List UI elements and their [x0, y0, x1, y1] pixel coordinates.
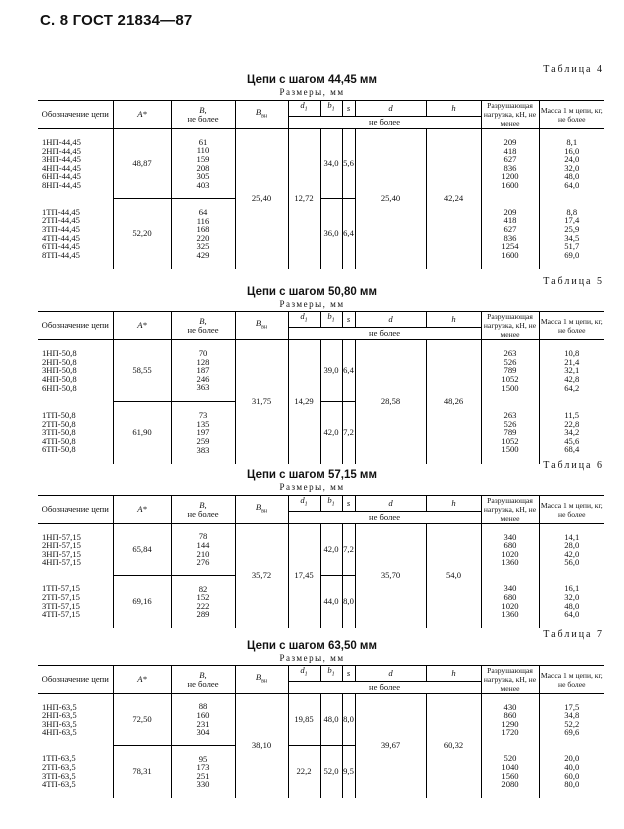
chain-names: 1НП-63,5 2НП-63,5 3НП-63,5 4НП-63,5: [42, 701, 77, 738]
h-value: 54,0: [426, 524, 481, 628]
chain-names: 1ТП-44,45 2ТП-44,45 3ТП-44,45 4ТП-44,45 6ТП-44,45 8ТП-44,45: [42, 206, 80, 260]
col-b: B, не более: [171, 101, 235, 129]
col-d: d: [355, 312, 426, 328]
d1-value: 19,85: [288, 694, 320, 746]
chain-names: 1ТП-57,15 2ТП-57,15 3ТП-57,15 4ТП-57,15: [42, 583, 80, 620]
a-value: 61,90: [113, 402, 171, 464]
a-value: 58,55: [113, 340, 171, 402]
a-value: 72,50: [113, 694, 171, 746]
b1-value: 42,0: [320, 402, 342, 464]
load-values: 520 1040 1560 2080: [481, 746, 539, 798]
col-s: s: [342, 666, 355, 682]
col-mass: Масса 1 м цепи, кг, не более: [539, 496, 604, 524]
col-b: B, не более: [171, 312, 235, 340]
table-row: [38, 340, 604, 402]
chain-table-7: [38, 665, 604, 798]
table-row: [38, 402, 604, 464]
page-header: С. 8 ГОСТ 21834—87: [40, 12, 193, 29]
bvn-value: 25,40: [235, 129, 288, 269]
col-b1: $b_1$: [320, 312, 342, 328]
table-label: Таблица 4: [543, 64, 604, 75]
d-value: 35,70: [355, 524, 426, 628]
col-nomore: не более: [288, 116, 481, 128]
col-d: d: [355, 496, 426, 512]
col-h: h: [426, 312, 481, 328]
d1-value: 14,29: [288, 340, 320, 464]
b-values: 70 128 187 246 363: [171, 340, 235, 402]
bvn-value: 38,10: [235, 694, 288, 798]
load-values: 263 526 789 1052 1500: [481, 340, 539, 402]
b1-value: 44,0: [320, 576, 342, 628]
col-d1: $d_1$: [288, 666, 320, 682]
col-h: h: [426, 101, 481, 117]
chain-names: 1НП-44,45 2НП-44,45 3НП-44,45 4НП-44,45 6НП-44,45 8НП-44,45: [42, 136, 81, 190]
b-values: 73 135 197 259 383: [171, 402, 235, 464]
b1-value: 42,0: [320, 524, 342, 576]
col-s: s: [342, 496, 355, 512]
col-a: A*: [113, 101, 171, 129]
a-value: 69,16: [113, 576, 171, 628]
col-bvn: $B_{вн}$: [235, 666, 288, 694]
chain-names: 1ТП-63,5 2ТП-63,5 3ТП-63,5 4ТП-63,5: [42, 753, 76, 790]
col-mass: Масса 1 м цепи, кг, не более: [539, 666, 604, 694]
col-d1: $d_1$: [288, 312, 320, 328]
table-subtitle: Размеры, мм: [279, 87, 345, 97]
b1-value: 36,0: [320, 199, 342, 269]
chain-names: 1ТП-50,8 2ТП-50,8 3ТП-50,8 4ТП-50,8 6ТП-50,8: [42, 410, 76, 455]
load-values: 209 418 627 836 1200 1600: [481, 129, 539, 199]
s-value: 8,0: [342, 694, 355, 746]
table-row: [38, 576, 604, 628]
table-subtitle: Размеры, мм: [279, 299, 345, 309]
table-row: [38, 524, 604, 576]
s-value: 6,4: [342, 340, 355, 402]
col-b: B, не более: [171, 496, 235, 524]
col-a: A*: [113, 496, 171, 524]
load-values: 263 526 789 1052 1500: [481, 402, 539, 464]
b-values: 61 110 159 208 305 403: [171, 129, 235, 199]
d-value: 39,67: [355, 694, 426, 798]
col-nomore: не более: [288, 327, 481, 339]
col-load: Разрушающая нагрузка, кН, не менее: [481, 312, 539, 340]
b-values: 64 116 168 220 325 429: [171, 199, 235, 269]
mass-values: 16,1 32,0 48,0 64,0: [539, 576, 604, 628]
col-h: h: [426, 666, 481, 682]
table-row: [38, 129, 604, 199]
bvn-value: 31,75: [235, 340, 288, 464]
s-value: 8,0: [342, 576, 355, 628]
s-value: 7,2: [342, 524, 355, 576]
mass-values: 17,5 34,8 52,2 69,6: [539, 694, 604, 746]
table-label: Таблица 6: [543, 460, 604, 471]
s-value: 7,2: [342, 402, 355, 464]
mass-values: 14,1 28,0 42,0 56,0: [539, 524, 604, 576]
col-d: d: [355, 101, 426, 117]
col-bvn: $B_{вн}$: [235, 496, 288, 524]
a-value: 48,87: [113, 129, 171, 199]
h-value: 48,26: [426, 340, 481, 464]
table-label: Таблица 5: [543, 276, 604, 287]
table-row: [38, 694, 604, 746]
chain-table-4: [38, 100, 604, 269]
d-value: 28,58: [355, 340, 426, 464]
b1-value: 39,0: [320, 340, 342, 402]
table-subtitle: Размеры, мм: [279, 653, 345, 663]
table-title: Цепи с шагом 44,45 мм: [247, 74, 377, 86]
col-mass: Масса 1 м цепи, кг, не более: [539, 312, 604, 340]
mass-values: 10,8 21,4 32,1 42,8 64,2: [539, 340, 604, 402]
col-designation: Обозначение цепи: [38, 312, 113, 340]
s-value: 6,4: [342, 199, 355, 269]
load-values: 209 418 627 836 1254 1600: [481, 199, 539, 269]
col-b1: $b_1$: [320, 101, 342, 117]
chain-table-5: [38, 311, 604, 464]
a-value: 65,84: [113, 524, 171, 576]
load-values: 340 680 1020 1360: [481, 576, 539, 628]
d1-value: 12,72: [288, 129, 320, 269]
d1-value: 22,2: [288, 746, 320, 798]
table-label: Таблица 7: [543, 629, 604, 640]
d1-value: 17,45: [288, 524, 320, 628]
col-s: s: [342, 101, 355, 117]
col-a: A*: [113, 312, 171, 340]
col-load: Разрушающая нагрузка, кН, не менее: [481, 666, 539, 694]
col-s: s: [342, 312, 355, 328]
table-row: [38, 746, 604, 798]
table-title: Цепи с шагом 63,50 мм: [247, 640, 377, 652]
load-values: 430 860 1290 1720: [481, 694, 539, 746]
chain-names: 1НП-57,15 2НП-57,15 3НП-57,15 4НП-57,15: [42, 531, 81, 568]
b-values: 95 173 251 330: [171, 746, 235, 798]
table-subtitle: Размеры, мм: [279, 482, 345, 492]
col-load: Разрушающая нагрузка, кН, не менее: [481, 496, 539, 524]
b1-value: 52,0: [320, 746, 342, 798]
col-nomore: не более: [288, 681, 481, 693]
chain-names: 1НП-50,8 2НП-50,8 3НП-50,8 4НП-50,8 6НП-50,8: [42, 348, 77, 393]
s-value: 5,6: [342, 129, 355, 199]
mass-values: 20,0 40,0 60,0 80,0: [539, 746, 604, 798]
col-load: Разрушающая нагрузка, кН, не менее: [481, 101, 539, 129]
mass-values: 8,1 16,0 24,0 32,0 48,0 64,0: [539, 129, 604, 199]
col-d: d: [355, 666, 426, 682]
a-value: 78,31: [113, 746, 171, 798]
col-designation: Обозначение цепи: [38, 101, 113, 129]
col-b: B, не более: [171, 666, 235, 694]
mass-values: 11,5 22,8 34,2 45,6 68,4: [539, 402, 604, 464]
mass-values: 8,8 17,4 25,9 34,5 51,7 69,0: [539, 199, 604, 269]
a-value: 52,20: [113, 199, 171, 269]
col-b1: $b_1$: [320, 496, 342, 512]
col-mass: Масса 1 м цепи, кг, не более: [539, 101, 604, 129]
col-designation: Обозначение цепи: [38, 496, 113, 524]
b-values: 88 160 231 304: [171, 694, 235, 746]
col-d1: $d_1$: [288, 496, 320, 512]
col-a: A*: [113, 666, 171, 694]
col-bvn: $B_{вн}$: [235, 101, 288, 129]
b-values: 78 144 210 276: [171, 524, 235, 576]
bvn-value: 35,72: [235, 524, 288, 628]
load-values: 340 680 1020 1360: [481, 524, 539, 576]
col-nomore: не более: [288, 511, 481, 523]
chain-table-6: [38, 495, 604, 628]
b1-value: 48,0: [320, 694, 342, 746]
col-designation: Обозначение цепи: [38, 666, 113, 694]
col-d1: $d_1$: [288, 101, 320, 117]
col-b1: $b_1$: [320, 666, 342, 682]
col-h: h: [426, 496, 481, 512]
table-title: Цепи с шагом 50,80 мм: [247, 286, 377, 298]
b-values: 82 152 222 289: [171, 576, 235, 628]
h-value: 42,24: [426, 129, 481, 269]
table-title: Цепи с шагом 57,15 мм: [247, 469, 377, 481]
d-value: 25,40: [355, 129, 426, 269]
h-value: 60,32: [426, 694, 481, 798]
s-value: 9,5: [342, 746, 355, 798]
col-bvn: $B_{вн}$: [235, 312, 288, 340]
b1-value: 34,0: [320, 129, 342, 199]
table-row: [38, 199, 604, 269]
